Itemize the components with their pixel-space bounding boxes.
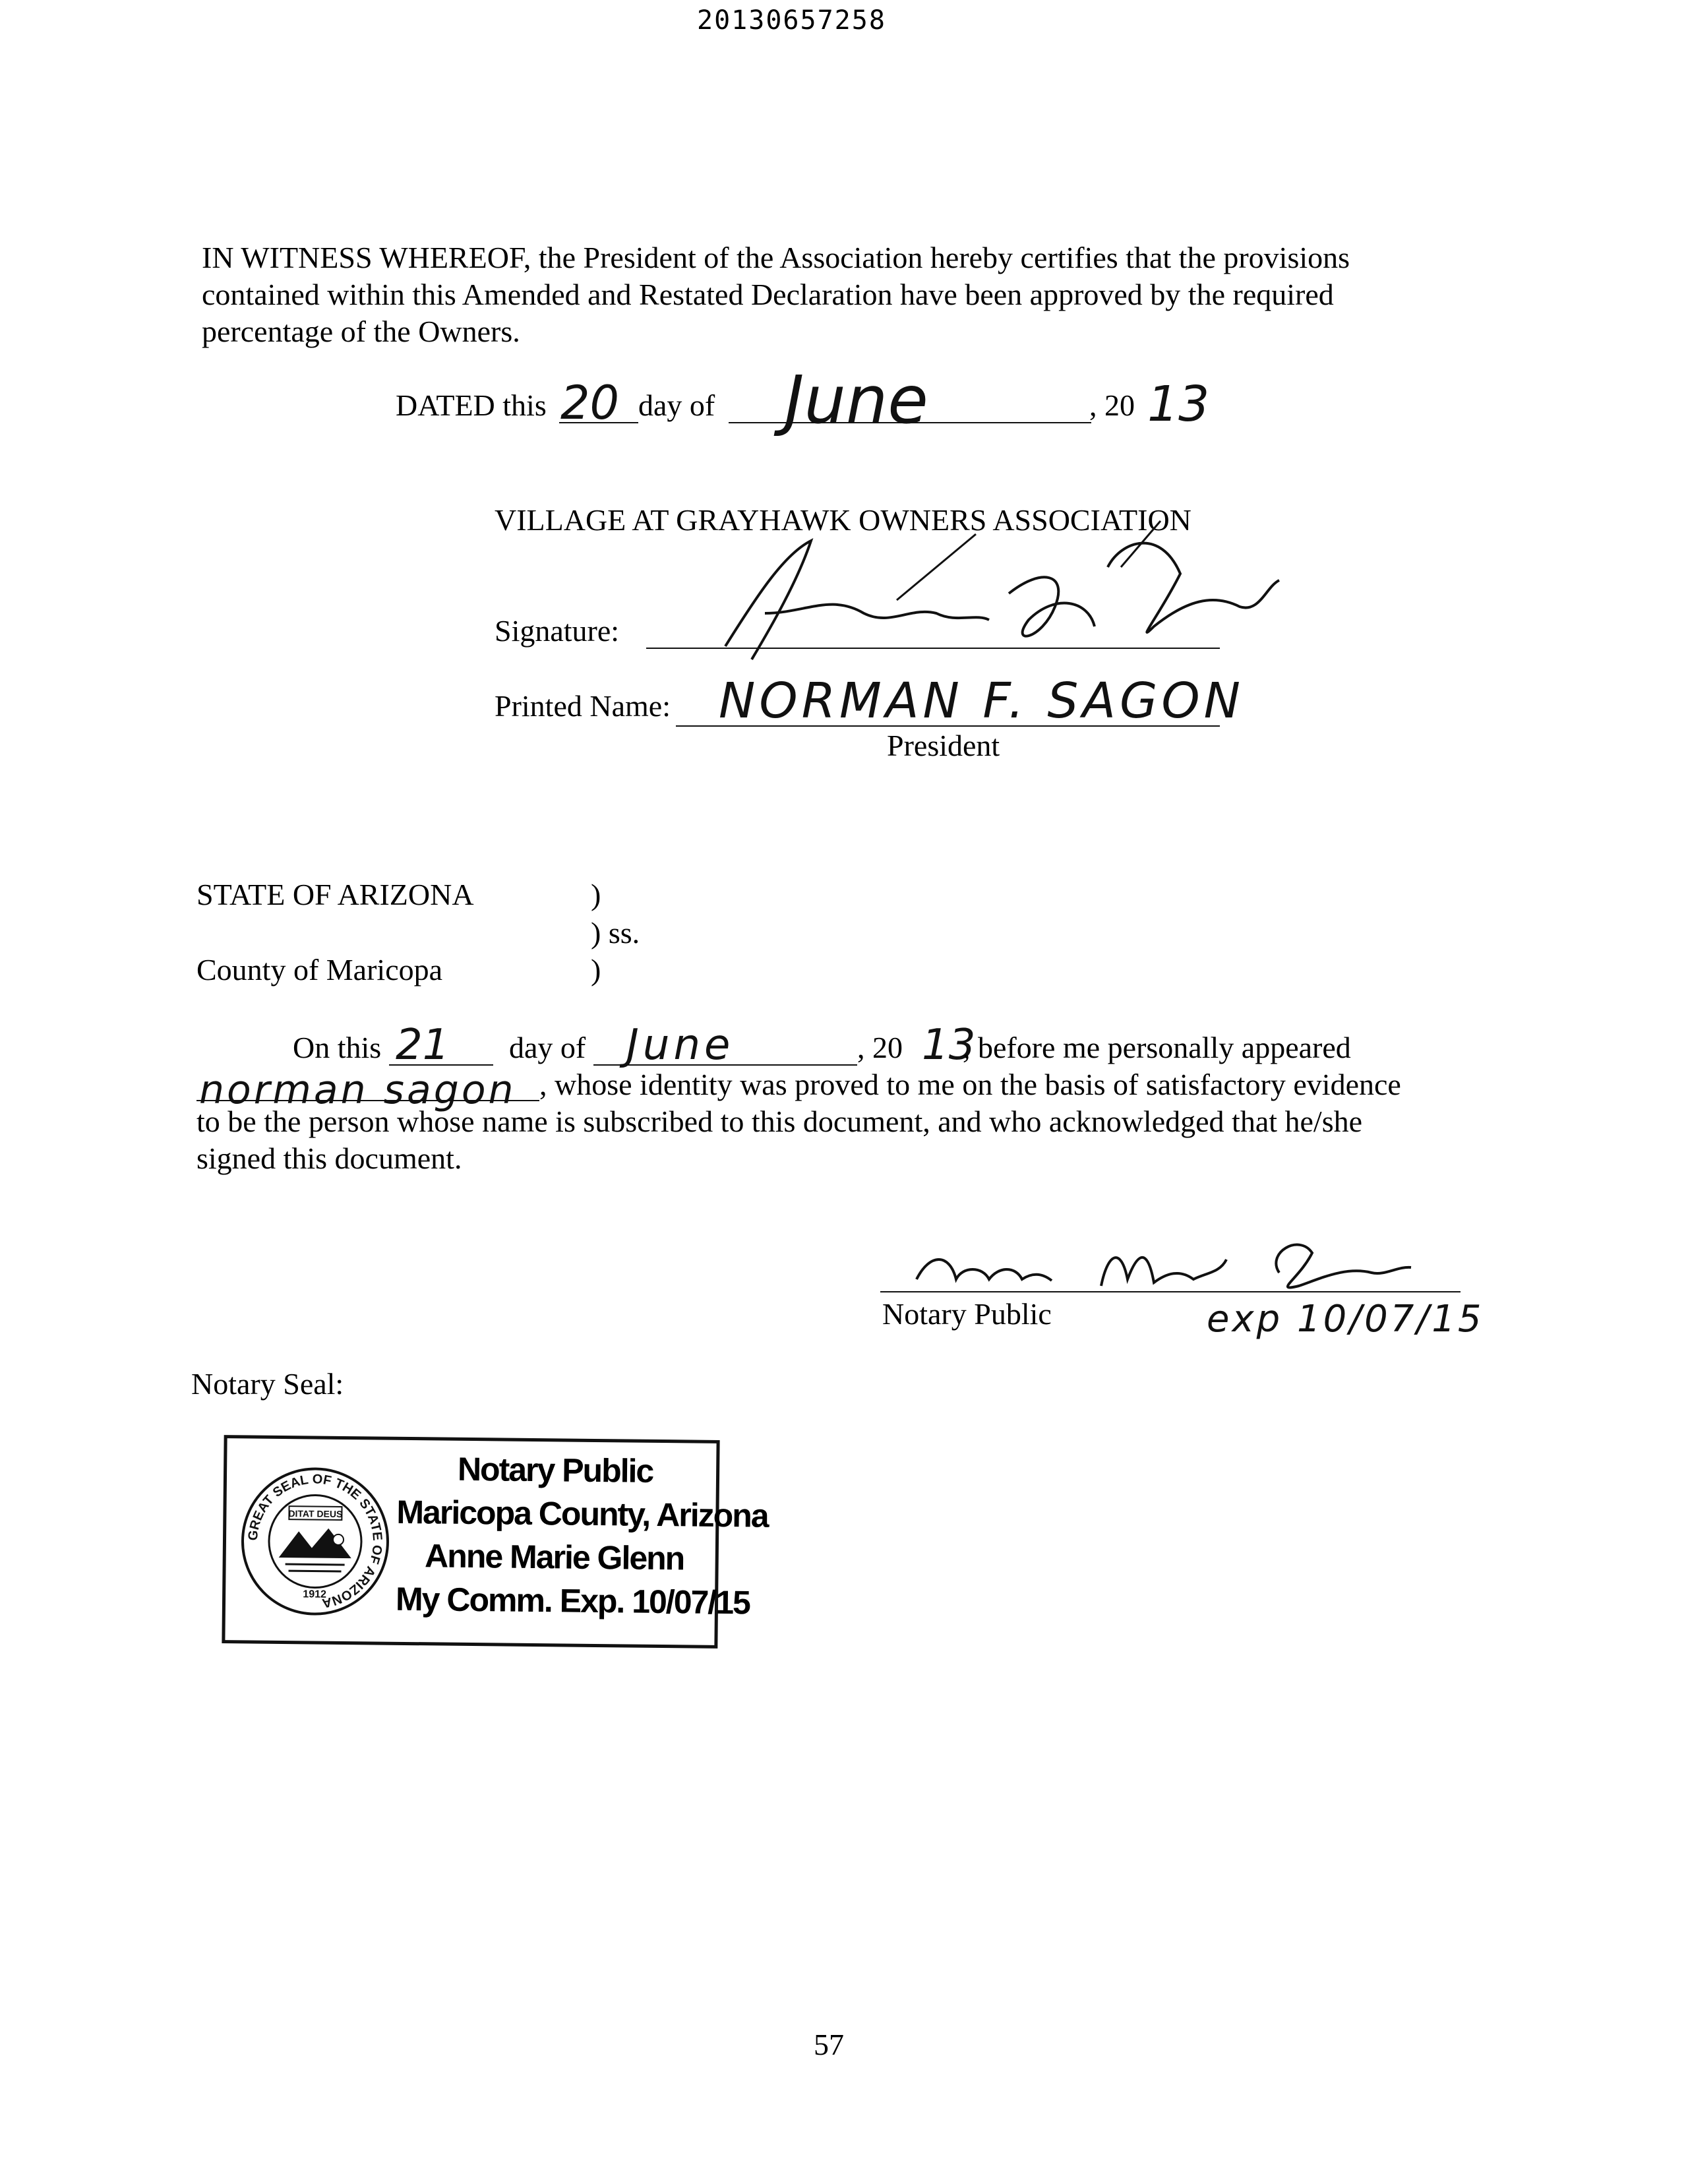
ack-identity-text: , whose identity was proved to me on the basis of satisfactory evidence — [539, 1068, 1401, 1101]
dated-day-handwritten: 20 — [560, 376, 620, 430]
notary-expiration-handwritten: exp 10/07/15 — [1207, 1298, 1484, 1341]
notary-signature — [910, 1227, 1411, 1299]
notary-seal-label: Notary Seal: — [191, 1367, 344, 1401]
document-number: 20130657258 — [697, 5, 886, 36]
ack-year-prefix: , 20 — [857, 1031, 903, 1064]
dated-day-of: day of — [638, 388, 715, 422]
ack-on-this: On this — [293, 1031, 382, 1064]
venue-county: County of Maricopa — [196, 953, 443, 986]
certification-line-2: contained within this Amended and Restated Declaration have been approved by the required — [202, 278, 1334, 311]
ack-day-handwritten: 21 — [396, 1021, 450, 1070]
dated-year-handwritten: 13 — [1147, 376, 1210, 433]
stamp-line-3: Anne Marie Glenn — [424, 1537, 684, 1577]
certification-line-1: IN WITNESS WHEREOF, the President of the Association hereby certifies that the provisions — [202, 241, 1350, 274]
seal-outer-text: GREAT SEAL OF THE STATE OF ARIZONA — [245, 1472, 385, 1610]
ack-before-me: , before me personally appeared — [963, 1031, 1351, 1064]
stamp-line-4: My Comm. Exp. 10/07/15 — [395, 1580, 750, 1622]
venue-paren-1: ) — [591, 878, 601, 911]
stamp-line-1: Notary Public — [457, 1450, 653, 1490]
printed-name-label: Printed Name: — [495, 689, 671, 723]
signature-label: Signature: — [495, 614, 620, 648]
ack-year-handwritten: 13 — [922, 1021, 976, 1070]
ack-month-handwritten: June — [626, 1021, 735, 1070]
ack-line-4: signed this document. — [196, 1141, 462, 1175]
association-name: VILLAGE AT GRAYHAWK OWNERS ASSOCIATION — [495, 503, 1191, 537]
page-number: 57 — [814, 2028, 844, 2061]
dated-prefix: DATED this — [396, 388, 547, 422]
venue-state: STATE OF ARIZONA — [196, 878, 474, 911]
seal-motto: DITAT DEUS — [288, 1508, 343, 1519]
ack-name-handwritten: norman sagon — [199, 1067, 516, 1113]
venue-ss: ) ss. — [591, 916, 640, 950]
president-signature — [699, 514, 1279, 686]
ack-line-3: to be the person whose name is subscribed to this document, and who acknowledged that he/she — [196, 1105, 1363, 1138]
notary-public-label: Notary Public — [882, 1297, 1052, 1331]
seal-year: 1912 — [303, 1589, 327, 1600]
dated-year-prefix: , 20 — [1089, 388, 1135, 422]
arizona-state-seal — [239, 1465, 392, 1618]
dated-month-handwritten: June — [785, 361, 928, 439]
certification-line-3: percentage of the Owners. — [202, 315, 520, 348]
notary-stamp — [222, 1435, 768, 1649]
signer-title: President — [887, 729, 1000, 762]
printed-name-handwritten: NORMAN F. SAGON — [719, 673, 1244, 729]
stamp-line-2: Maricopa County, Arizona — [396, 1493, 768, 1534]
ack-day-of: day of — [509, 1031, 586, 1064]
venue-paren-3: ) — [591, 953, 601, 986]
